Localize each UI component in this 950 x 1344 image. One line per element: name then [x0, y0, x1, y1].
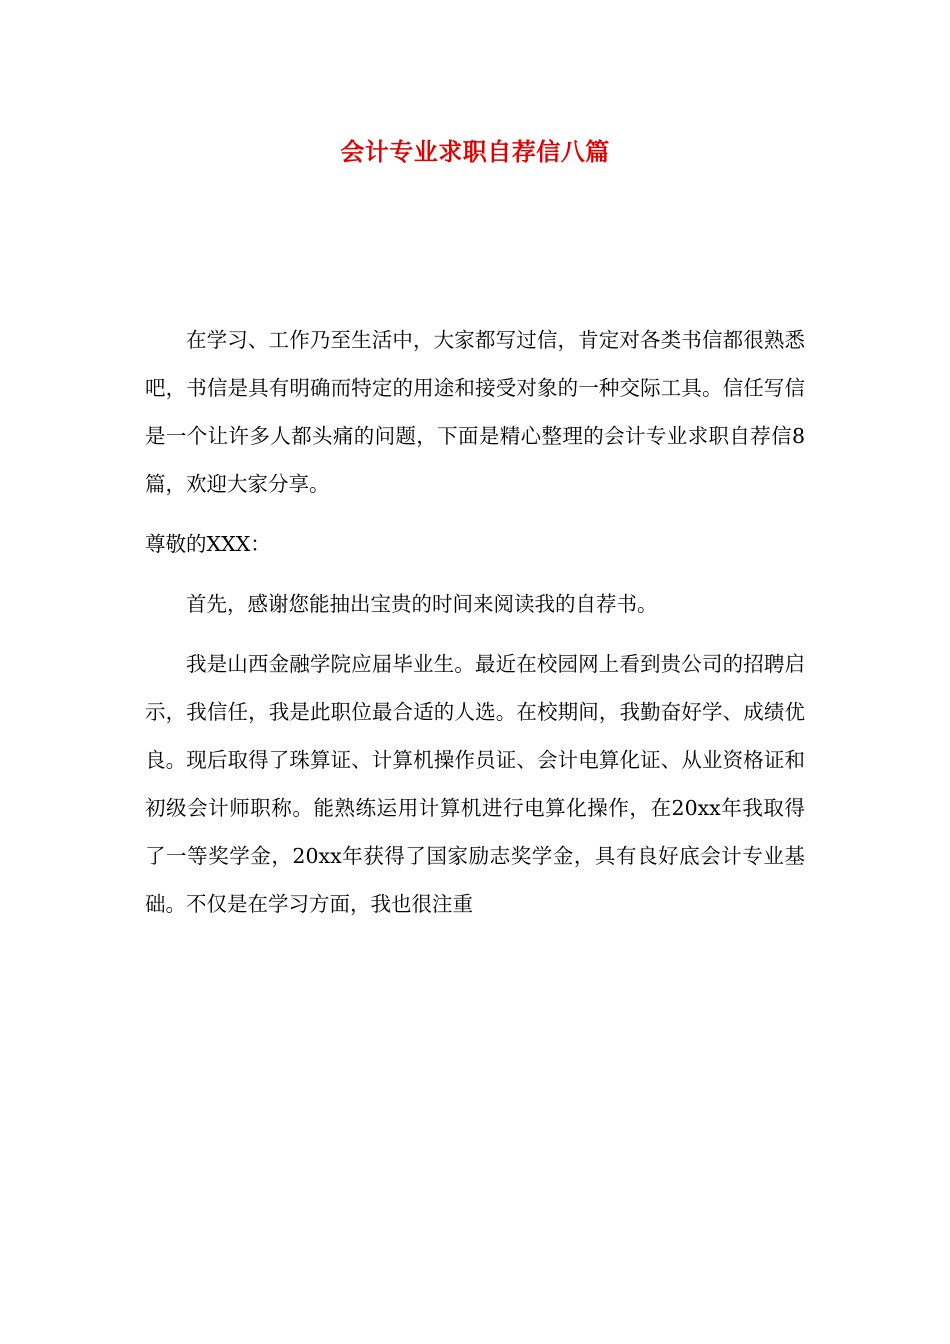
intro-paragraph: 在学习、工作乃至生活中，大家都写过信，肯定对各类书信都很熟悉吧，书信是具有明确而特定的用途和接受对象的一种交际工具。信任写信是一个让许多人都头痛的问题，下面是精心整理的会计专业求职自荐信8篇，欢迎大家分享。 — [145, 328, 805, 496]
document-title: 会计专业求职自荐信八篇 — [340, 137, 610, 166]
self-introduction-paragraph: 我是山西金融学院应届毕业生。最近在校园网上看到贵公司的招聘启示，我信任，我是此职位最合适的人选。在校期间，我勤奋好学、成绩优良。现后取得了珠算证、计算机操作员证、会计电算化证、从业资格证和初级会计师职称。能熟练运用计算机进行电算化操作，在20xx年我取得了一等奖学金，20xx年获得了国家励志奖学金，具有良好底会计专业基础。不仅是在学习方面，我也很注重 — [145, 652, 805, 916]
thanks-paragraph: 首先，感谢您能抽出宝贵的时间来阅读我的自荐书。 — [186, 592, 658, 616]
salutation: 尊敬的XXX： — [145, 532, 271, 556]
document-body — [145, 316, 805, 928]
